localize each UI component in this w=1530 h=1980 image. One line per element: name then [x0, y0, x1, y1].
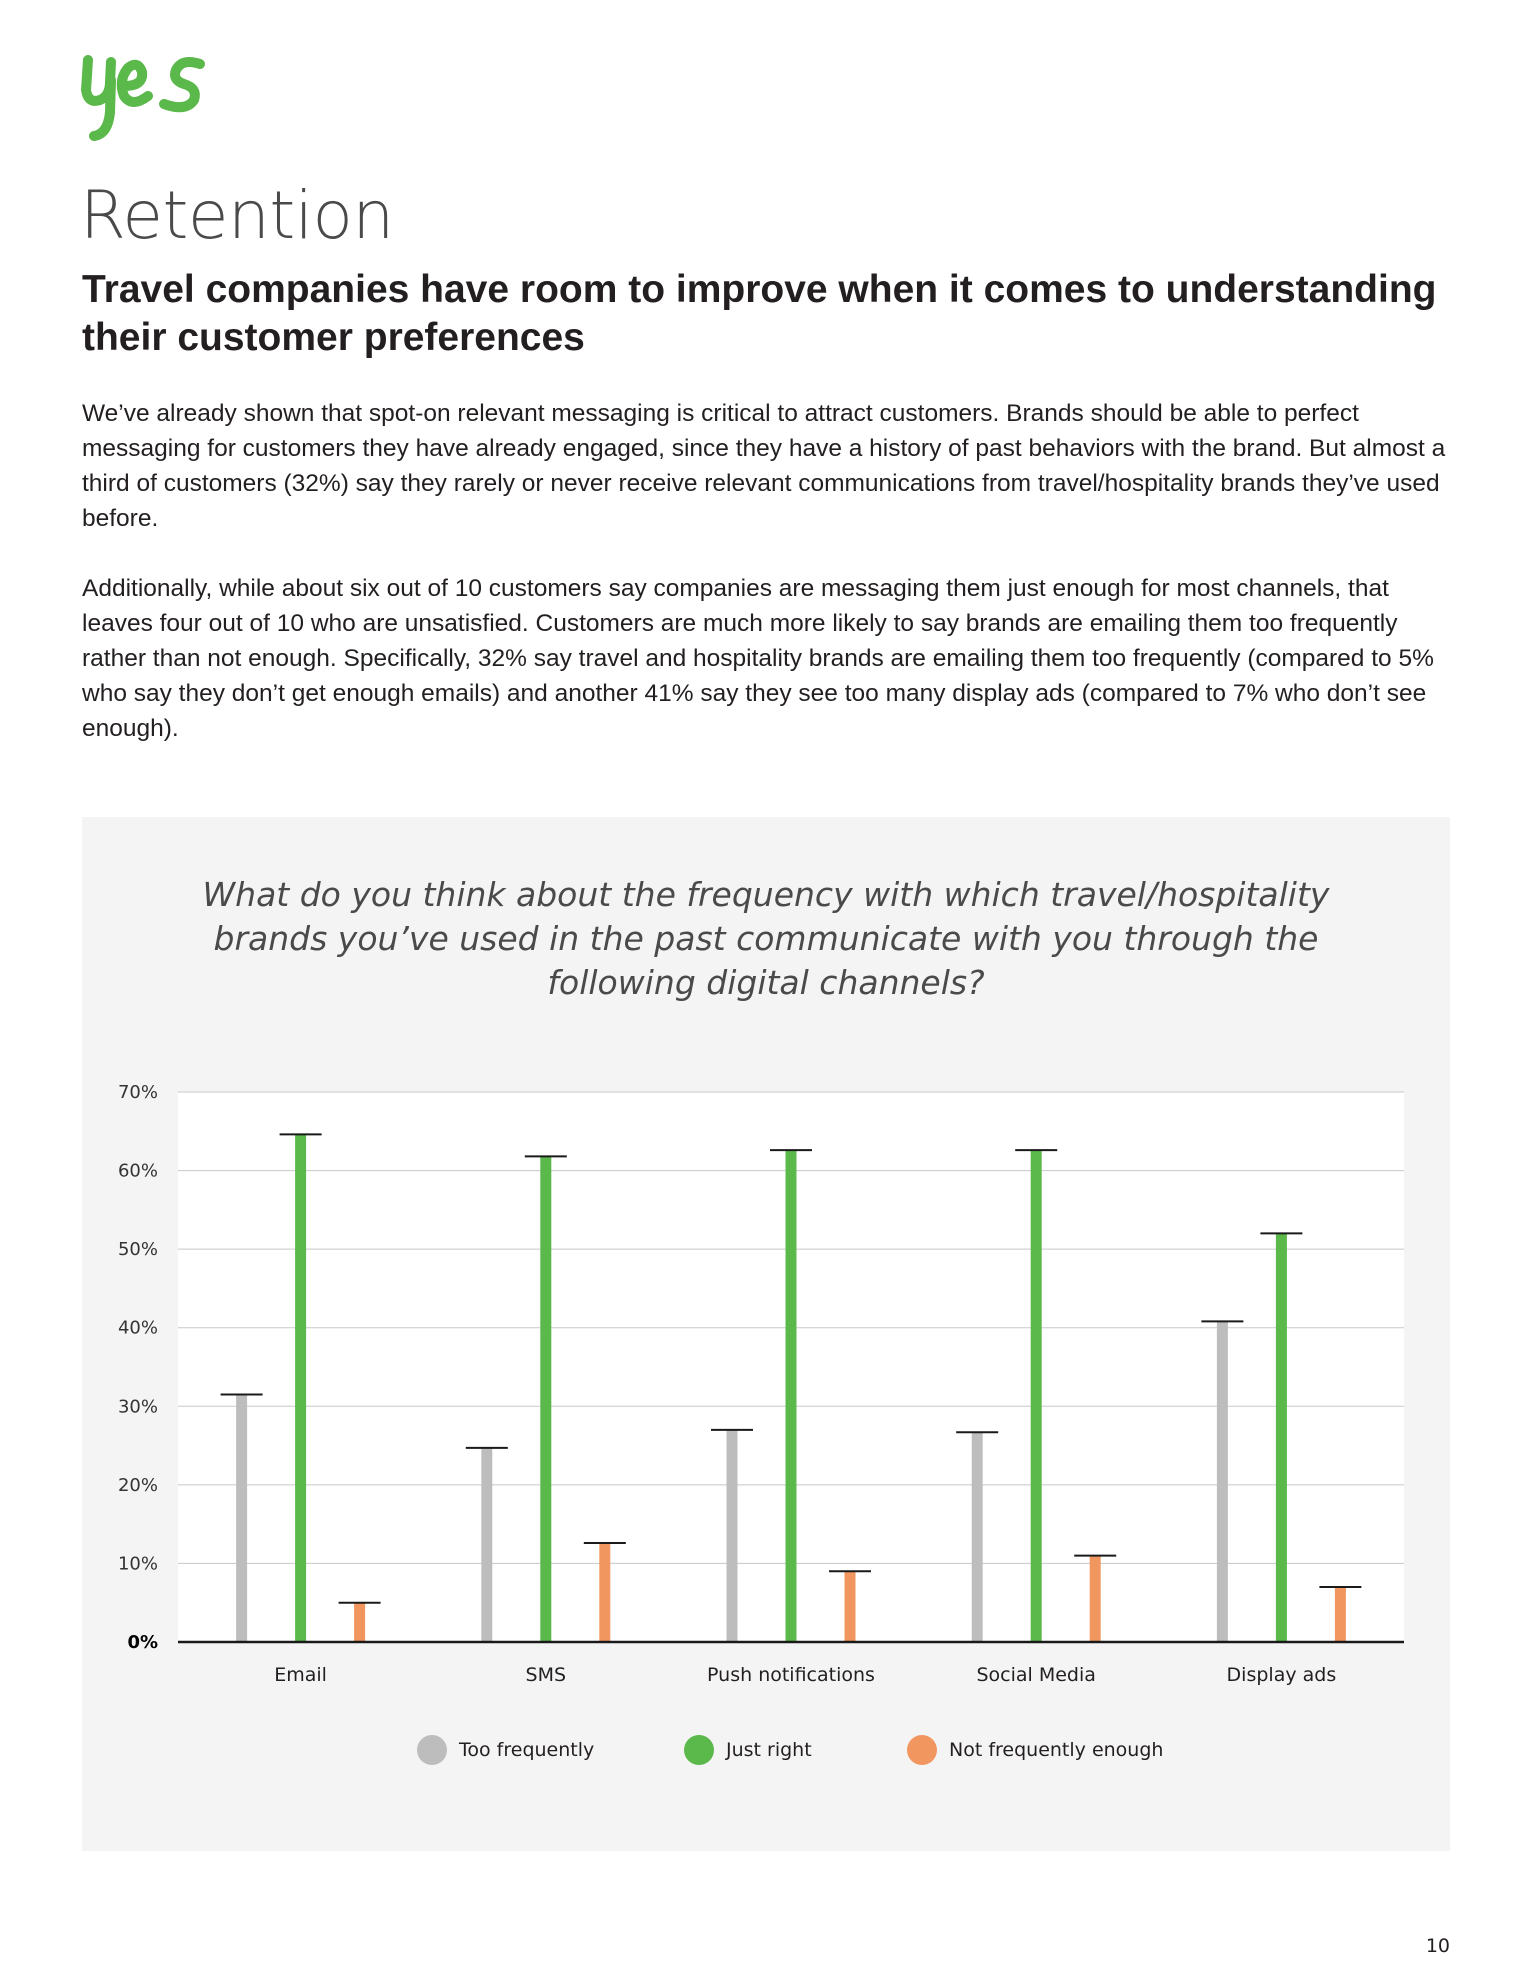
section-title: Retention	[80, 177, 394, 254]
chart-legend	[82, 1730, 1450, 1770]
bar	[1217, 1321, 1228, 1642]
y-tick-label: 40%	[117, 1317, 158, 1339]
bar	[1090, 1556, 1101, 1642]
y-tick-label: 60%	[117, 1160, 158, 1182]
legend-item	[684, 1730, 812, 1770]
x-tick-label: Email	[274, 1664, 327, 1686]
y-tick-label: 20%	[117, 1474, 158, 1496]
body-paragraph: Additionally, while about six out of 10 customers say companies are messaging them just enough for most channels, that leaves four out of 10 who are unsatisfied. Customers are much more likely to say brands are emailing them too frequently rather than not enough. Specifically, 32% say travel and hospitality brands are emailing them too frequently (compared to 5% who say they don’t get enough emails) and another 41% say they see too many display ads (compared to 7% who don’t see enough).	[82, 575, 1434, 742]
bar	[727, 1430, 738, 1642]
x-tick-label: Display ads	[1226, 1664, 1337, 1686]
page-number: 10	[1425, 1935, 1450, 1957]
y-tick-label: 70%	[117, 1082, 158, 1103]
legend-swatch	[684, 1735, 714, 1765]
y-tick-label: 10%	[117, 1553, 158, 1575]
headline: Travel companies have room to improve when it comes to understanding their customer preferences	[82, 268, 1437, 359]
bar	[1335, 1587, 1346, 1642]
legend-label: Not frequently enough	[949, 1739, 1164, 1761]
legend-label: Just right	[726, 1739, 812, 1761]
y-tick-label: 0%	[127, 1632, 158, 1653]
bar	[540, 1156, 551, 1642]
legend-swatch	[417, 1735, 447, 1765]
bar	[845, 1571, 856, 1642]
y-tick-label: 50%	[117, 1239, 158, 1261]
y-tick-label: 30%	[117, 1396, 158, 1418]
bar	[236, 1395, 247, 1643]
chart-panel	[82, 817, 1450, 1851]
chart-title: What do you think about the frequency with which travel/hospitality brands you’ve used in the past communicate with you through the following digital channels?	[202, 875, 1330, 1002]
x-tick-label: Social Media	[976, 1664, 1096, 1686]
legend-label: Too frequently	[459, 1739, 595, 1761]
bar	[1031, 1150, 1042, 1642]
yes-logo	[80, 50, 214, 142]
bar	[786, 1150, 797, 1642]
bar-chart	[82, 817, 1450, 1707]
bar	[972, 1432, 983, 1642]
bar	[1276, 1233, 1287, 1642]
bar	[354, 1603, 365, 1642]
legend-item	[907, 1730, 1163, 1770]
legend-item	[417, 1730, 594, 1770]
bar	[295, 1134, 306, 1642]
bar	[481, 1448, 492, 1642]
legend-swatch	[907, 1735, 937, 1765]
bar	[599, 1543, 610, 1642]
x-tick-label: Push notifications	[707, 1664, 875, 1686]
body-paragraph: We’ve already shown that spot-on relevant messaging is critical to attract customers. Brands should be able to perfect messaging for customers they have already engaged, since they have a history of past behaviors with the brand. But almost a third of customers (32%) say they rarely or never receive relevant communications from travel/hospitality brands they’ve used before.	[82, 400, 1446, 532]
x-tick-label: SMS	[525, 1664, 567, 1686]
